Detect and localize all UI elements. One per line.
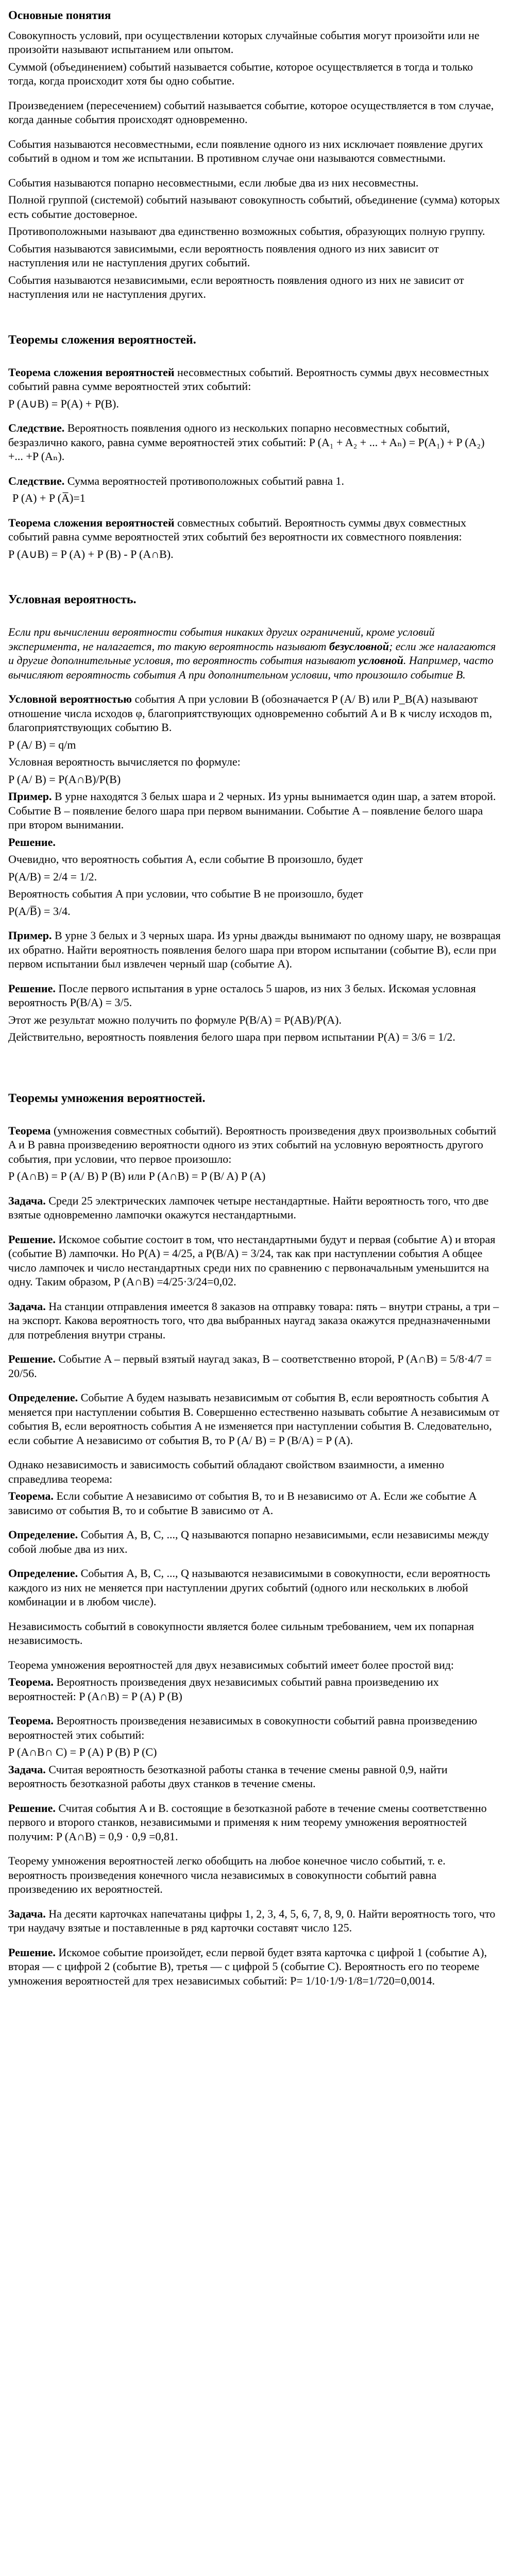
solution-label: Решение. [8, 1801, 56, 1815]
paragraph: Независимость событий в совокупности является более сильным требованием, чем их попарная независимость. [8, 1619, 474, 1647]
solution-label: Решение. [8, 1232, 56, 1246]
solution-text: Считая события A и B. состоящие в безотказной работе в течение смены соответственно первого и второго станков, независимыми и применяя к ним теорему умножения вероятностей получим: P (A∩B) = 0,9 · 0,9 =0,81. [8, 1801, 487, 1843]
formula: P (A∩B∩ C) = P (A) P (B) P (C) [8, 1745, 157, 1759]
solution-text: Действительно, вероятность появления белого шара при первом испытании P(A) = 3/6 = 1/2. [8, 1030, 455, 1044]
definition-text: события A при условии B (обозначается P (A/ B) или P_B(A) называют отношение числа исходов φ, благоприятствующих одновременно событий A и B к числу исходов m, благоприятствующих событию B. [8, 692, 493, 734]
solution-text: Искомое событие произойдет, если первой будет взята карточка с цифрой 1 (событие A), вторая — с цифрой 2 (событие B), третья — с цифрой 5 (событие C). Вероятность его по теореме умножения вероятностей для трех независимых событий: P= 1/10·1/9·1/8=1/720=0,0014. [8, 1945, 487, 1987]
theorem-text: совместных событий. Вероятность суммы двух совместных событий равна сумме вероятностей этих событий без вероятности их совместного появления: [8, 516, 466, 544]
paragraph: События называются зависимыми, если вероятность появления одного из них зависит от наступления или не наступления других событий. [8, 242, 439, 269]
definition-text: События A, B, C, ..., Q называются независимыми в совокупности, если вероятность каждого из них не меняется при наступлении других событий (одного или нескольких в любой комбинации и в любом числе). [8, 1567, 490, 1608]
example [8, 789, 501, 832]
intro-text: Если при вычислении вероятности события никаких других ограничений, кроме условий эксперимента, не налагается, то такую вероятность называют [8, 625, 435, 653]
theorem [8, 1489, 501, 1517]
theorem-name: Теорема сложения вероятностей [8, 365, 175, 379]
task-text: На станции отправления имеется 8 заказов на отправку товара: пять – внутри страны, а три – на экспорт. Какова вероятность того, что два выбранных наугад заказа окажутся предназначенными для потребления внутри страны. [8, 1299, 499, 1341]
formula: P(A/B̅) = 3/4. [8, 904, 71, 918]
section-basic-concepts [8, 8, 501, 301]
section-title: Основные понятия [8, 9, 111, 22]
solution-label: Решение. [8, 835, 56, 849]
definition [8, 1566, 501, 1609]
example-text: В урне находятся 3 белых шара и 2 черных. Из урны вынимается один шар, а затем второй. Событие B – появление белого шара при первом вынимании. Событие A – появление белого шара при втором вынимании. [8, 790, 496, 832]
formula: P (A∪B) = P (A) + P (B) - P (A∩B). [8, 547, 174, 561]
section-addition-theorems [8, 332, 501, 562]
theorem-label: Теорема. [8, 1675, 54, 1689]
paragraph: Полной группой (системой) событий называют совокупность событий, объединение (сумма) которых есть событие достоверное. [8, 193, 500, 221]
paragraph: Произведением (пересечением) событий называется событие, которое осуществляется в том случае, когда данные события происходят одновременно. [8, 98, 494, 126]
term-unconditional: безусловной [329, 639, 389, 653]
example [8, 928, 501, 971]
intro-text: ; если же налагаются и другие дополнительные условия, то вероятность события называют [8, 639, 496, 667]
theorem-text: Если событие A независимо от события B, то и B независимо от A. Если же событие A зависимо от события B, то и событие B зависимо от A. [8, 1489, 477, 1517]
task [8, 1762, 501, 1791]
task-text: На десяти карточках напечатаны цифры 1, 2, 3, 4, 5, 6, 7, 8, 9, 0. Найти вероятность того, что три наудачу взятые и поставленные в ряд карточки составят число 125. [8, 1907, 496, 1935]
theorem [8, 516, 501, 544]
solution-label: Решение. [8, 981, 56, 995]
term-conditional: условной [358, 654, 403, 667]
definition-term: Условной вероятностью [8, 692, 132, 706]
definition-label: Определение. [8, 1528, 78, 1541]
task [8, 1299, 501, 1342]
theorem [8, 1714, 501, 1742]
paragraph: События называются несовместными, если появление одного из них исключает появление других событий в одном и том же испытании. В противном случае они называются совместными. [8, 137, 483, 165]
theorem-name: Теорема сложения вероятностей [8, 516, 175, 529]
corollary-text: Сумма вероятностей противоположных событий равна 1. [64, 474, 344, 487]
paragraph: Теорему умножения вероятностей легко обобщить на любое конечное число событий, т. е. вероятность произведения конечного числа независимых в совокупности событий равна произведению их вероятностей. [8, 1854, 446, 1896]
definition [8, 692, 501, 735]
definition [8, 1391, 501, 1447]
corollary-text: Вероятность появления одного из нескольких попарно несовместных событий, безразлично какого, равна сумме вероятностей этих событий: P (A₁ + A₂ + ... + Aₙ) = P(A₁) + P (A₂) +... +P (Aₙ). [8, 421, 485, 463]
formula: P (A) + P (A̅)=1 [12, 492, 86, 505]
paragraph: События называются независимыми, если вероятность появления одного из них не зависит от наступления или не наступления других. [8, 273, 464, 301]
solution-text: Событие A – первый взятый наугад заказ, B – соответственно второй, P (A∩B) = 5/8·4/7 = 20/56. [8, 1352, 492, 1380]
example-label: Пример. [8, 929, 52, 942]
task-label: Задача. [8, 1762, 46, 1776]
section-title: Теоремы сложения вероятностей. [8, 333, 196, 347]
paragraph: Однако независимость и зависимость событий обладают свойством взаимности, а именно справедлива теорема: [8, 1458, 445, 1485]
paragraph: Суммой (объединением) событий называется событие, которое осуществляется в тогда и только тогда, когда происходит хотя бы одно событие. [8, 60, 473, 88]
solution [8, 1352, 501, 1380]
paragraph: События называются попарно несовместными, если любые два из них несовместны. [8, 176, 419, 189]
paragraph: Теорема умножения вероятностей для двух независимых событий имеет более простой вид: [8, 1658, 454, 1671]
solution [8, 981, 501, 1010]
task-text: Считая вероятность безотказной работы станка в течение смены равной 0,9, найти вероятность безотказной работы двух станков в течение смены. [8, 1762, 448, 1790]
paragraph: Противоположными называют два единственно возможных события, образующих полную группу. [8, 225, 485, 238]
definition-label: Определение. [8, 1567, 78, 1580]
example-text: В урне 3 белых и 3 черных шара. Из урны дважды вынимают по одному шару, не возвращая их обратно. Найти вероятность появления белого шара при втором испытании (событие B), если при первом испытании был извлечен черный шар (событие A). [8, 929, 501, 971]
section-title: Теоремы умножения вероятностей. [8, 1091, 206, 1105]
formula: P (A∩B) = P (A/ B) P (B) или P (A∩B) = P (B/ A) P (A) [8, 1170, 266, 1183]
theorem-text: Вероятность произведения независимых в совокупности событий равна произведению вероятностей этих событий: [8, 1714, 478, 1741]
definition-text: Событие A будем называть независимым от события B, если вероятность события A меняется при наступлении события B. Совершенно естественно называть событие A независимым от события B, если вероятность события A не изменяется при наступлении события B. Следовательно, если событие A независимо от события B, то P (A/ B) = P (B/A) = P (A). [8, 1391, 500, 1447]
solution [8, 1801, 501, 1844]
corollary-label: Следствие. [8, 474, 65, 487]
solution-label: Решение. [8, 1352, 56, 1366]
task-label: Задача. [8, 1299, 46, 1313]
theorem-label: Теорема. [8, 1714, 54, 1727]
solution-text: Очевидно, что вероятность события A, если событие B произошло, будет [8, 853, 363, 866]
paragraph: Совокупность условий, при осуществлении которых случайные события могут произойти или не произойти называют испытанием или опытом. [8, 28, 480, 56]
theorem-label: Теорема. [8, 1489, 54, 1503]
task-label: Задача. [8, 1194, 46, 1207]
paragraph: Условная вероятность вычисляется по формуле: [8, 755, 241, 769]
theorem-label: Теорема [8, 1124, 51, 1137]
theorem [8, 365, 501, 394]
theorem-text: (умножения совместных событий). Вероятность произведения двух произвольных событий A и B равна произведению вероятности одного из этих событий на условную вероятность другого события, при условии, что первое произошло: [8, 1124, 497, 1165]
example-label: Пример. [8, 790, 52, 803]
task-label: Задача. [8, 1907, 46, 1920]
theorem-text: Вероятность произведения двух независимых событий равна произведению их вероятностей: P (A∩B) = P (A) P (B) [8, 1675, 439, 1703]
intro-paragraph [8, 625, 501, 682]
theorem-text: несовместных событий. Вероятность суммы двух несовместных событий равна сумме вероятностей этих событий: [8, 365, 489, 393]
formula: P(A/B) = 2/4 = 1/2. [8, 870, 97, 883]
definition-text: События A, B, C, ..., Q называются попарно независимыми, если независимы между собой любые два из них. [8, 1528, 489, 1555]
solution [8, 1945, 501, 1988]
corollary [8, 421, 501, 464]
section-title: Условная вероятность. [8, 593, 137, 607]
solution-text: Искомое событие состоит в том, что нестандартными будут и первая (событие A) и вторая (событие B) лампочки. Но P(A) = 4/25, а P(B/A) = 3/24, так как при наступлении события A общее число лампочек и число нестандартных среди них по сравнению с первоначальным уменьшится на одну. Таким образом, P (A∩B) =4/25·3/24=0,02. [8, 1232, 496, 1289]
formula: P (A/ B) = q/m [8, 738, 76, 751]
task [8, 1194, 501, 1222]
solution-text: После первого испытания в урне осталось 5 шаров, из них 3 белых. Искомая условная вероятность P(B/A) = 3/5. [8, 981, 476, 1009]
solution [8, 1232, 501, 1289]
intro-text: . Например, часто вычисляют вероятность события A при дополнительном условии, что произошло событие B. [8, 654, 494, 681]
section-multiplication-theorems [8, 1091, 501, 1988]
section-conditional-probability [8, 592, 501, 1044]
task [8, 1907, 501, 1935]
theorem [8, 1675, 501, 1703]
corollary [8, 474, 501, 488]
solution-text: Этот же результат можно получить по формуле P(B/A) = P(AB)/P(A). [8, 1013, 342, 1026]
definition-label: Определение. [8, 1391, 78, 1404]
solution-label: Решение. [8, 1945, 56, 1959]
task-text: Среди 25 электрических лампочек четыре нестандартные. Найти вероятность того, что две взятые одновременно лампочки окажутся нестандартными. [8, 1194, 489, 1222]
corollary-label: Следствие. [8, 421, 65, 435]
formula: P (A/ B) = P(A∩B)/P(B) [8, 772, 121, 786]
theorem [8, 1124, 501, 1166]
formula: P (A∪B) = P(A) + P(B). [8, 397, 119, 410]
definition [8, 1528, 501, 1556]
solution-text: Вероятность события A при условии, что событие B не произошло, будет [8, 887, 363, 901]
